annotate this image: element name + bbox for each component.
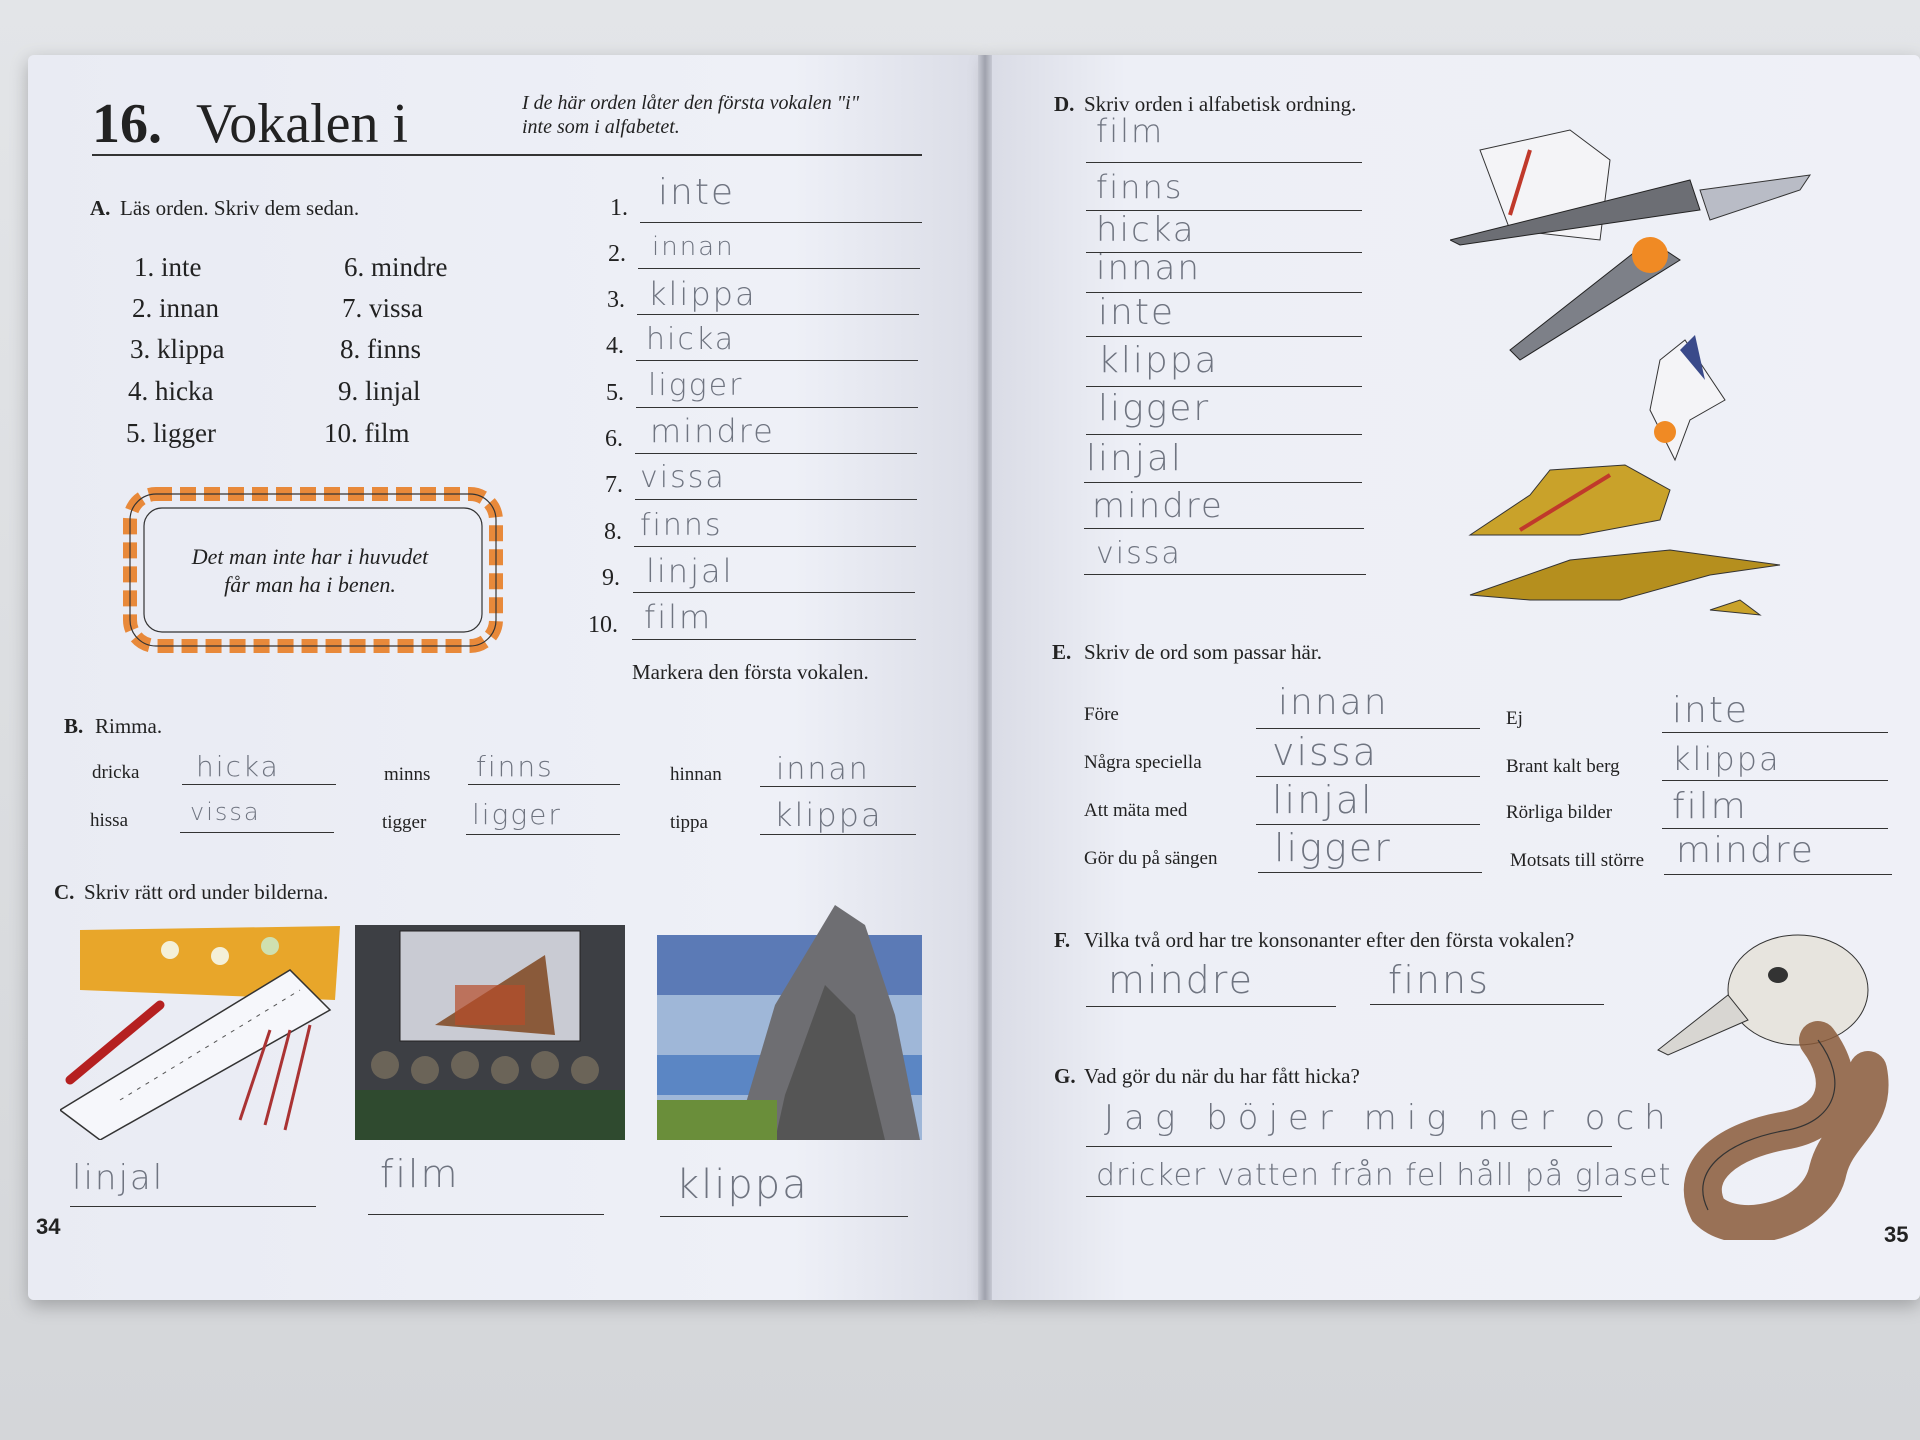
answer-line [660, 1216, 908, 1217]
handwritten-answer: klippa [676, 1162, 809, 1208]
word-list-item: 10. film [324, 418, 410, 448]
handwritten-answer: hicka [646, 322, 736, 357]
answer-number: 3. [607, 287, 625, 313]
handwritten-answer: innan [652, 232, 735, 262]
answer-line [1258, 872, 1482, 873]
handwritten-answer: linjal [72, 1158, 165, 1198]
title-rule [92, 154, 922, 156]
answer-line [1084, 528, 1364, 529]
answer-line [634, 546, 916, 547]
rhyme-word: tigger [382, 812, 427, 833]
section-d-instruction: Skriv orden i alfabetisk ordning. [1084, 92, 1357, 116]
handwritten-answer: finns [1388, 958, 1490, 1002]
answer-line [1662, 780, 1888, 781]
rhyme-word: tippa [670, 812, 708, 833]
handwritten-answer: hicka [1096, 210, 1196, 250]
handwritten-answer: finns [640, 508, 723, 543]
answer-line [1086, 434, 1362, 435]
clue-label: Brant kalt berg [1506, 756, 1620, 777]
word-list-item: 7. vissa [342, 293, 423, 323]
section-f-instruction: Vilka två ord har tre konsonanter efter den första vokalen? [1084, 928, 1575, 952]
ribbon-frame-illustration [118, 480, 508, 660]
answer-line [468, 784, 620, 785]
clue-label: Att mäta med [1084, 800, 1188, 821]
mark-vowel-instruction: Markera den första vokalen. [632, 660, 869, 684]
answer-number: 2. [608, 241, 626, 267]
scissors-paper-illustration [1450, 120, 1830, 630]
word-list-item: 2. innan [132, 293, 219, 323]
rhyme-word: minns [384, 764, 431, 785]
answer-line [1256, 776, 1480, 777]
answer-line [70, 1206, 316, 1207]
handwritten-answer: linjal [646, 552, 734, 590]
handwritten-answer: vissa [1272, 730, 1378, 774]
rhyme-word: hinnan [670, 764, 722, 785]
answer-line [1084, 574, 1366, 575]
proverb-line2: får man ha i benen. [224, 572, 396, 597]
answer-line [466, 834, 620, 835]
handwritten-answer: vissa [190, 798, 261, 826]
answer-line [1370, 1004, 1604, 1005]
answer-line [1086, 386, 1362, 387]
clue-label: Rörliga bilder [1506, 802, 1613, 823]
cinema-illustration [355, 925, 625, 1140]
answer-number: 6. [605, 426, 623, 452]
answer-number: 8. [604, 519, 622, 545]
handwritten-answer: Jag böjer mig ner och [1104, 1098, 1676, 1138]
section-g-letter: G. [1054, 1064, 1076, 1088]
answer-line [182, 784, 336, 785]
answer-line [1664, 874, 1892, 875]
ruler-pencil-illustration [60, 920, 340, 1140]
answer-line [637, 314, 919, 315]
answer-number: 4. [606, 333, 624, 359]
section-b-letter: B. [64, 714, 84, 738]
answer-line [1086, 162, 1362, 163]
proverb-line1: Det man inte har i huvudet [191, 544, 429, 569]
handwritten-answer: vissa [1096, 536, 1182, 571]
handwritten-answer: mindre [650, 412, 775, 450]
rhyme-word: dricka [92, 762, 140, 783]
handwritten-answer: film [380, 1152, 460, 1196]
title-number: 16. [92, 93, 162, 155]
answer-number: 7. [605, 472, 623, 498]
handwritten-answer: klippa [648, 275, 757, 313]
answer-line [368, 1214, 604, 1215]
handwritten-answer: linjal [1272, 778, 1374, 822]
word-list-item: 5. ligger [126, 418, 216, 448]
word-list-item: 4. hicka [128, 376, 214, 406]
answer-number: 5. [606, 380, 624, 406]
answer-line [1662, 732, 1888, 733]
answer-number: 9. [602, 565, 620, 591]
answer-line [636, 360, 918, 361]
clue-label: Före [1084, 704, 1119, 725]
clue-label: Ej [1506, 708, 1523, 729]
handwritten-answer: klippa [1098, 340, 1219, 381]
handwritten-answer: mindre [1108, 958, 1254, 1002]
page-number-left: 34 [36, 1214, 61, 1239]
section-e-instruction: Skriv de ord som passar här. [1084, 640, 1322, 664]
section-f-letter: F. [1054, 928, 1071, 952]
clue-label: Gör du på sängen [1084, 848, 1218, 869]
clue-label: Några speciella [1084, 752, 1202, 773]
answer-number: 1. [610, 195, 628, 221]
answer-line [635, 453, 917, 454]
section-a-instruction: Läs orden. Skriv dem sedan. [120, 196, 360, 220]
section-e-letter: E. [1052, 640, 1072, 664]
handwritten-answer: mindre [1092, 486, 1224, 526]
answer-line [1256, 824, 1480, 825]
answer-line [1084, 482, 1362, 483]
section-a-letter: A. [90, 196, 111, 220]
section-c-letter: C. [54, 880, 75, 904]
answer-line [633, 592, 915, 593]
book-gutter [978, 55, 992, 1300]
word-list-item: 9. linjal [338, 376, 421, 406]
handwritten-answer: ligger [1098, 388, 1211, 429]
answer-line [1256, 728, 1480, 729]
ostrich-illustration [1648, 920, 1898, 1240]
title-text: Vokalen i [196, 93, 409, 155]
answer-line [640, 222, 922, 223]
handwritten-answer: film [1672, 786, 1748, 827]
subtitle-line2: inte som i alfabetet. [522, 116, 680, 138]
handwritten-answer: mindre [1676, 830, 1815, 871]
handwritten-answer: linjal [1086, 438, 1183, 479]
handwritten-answer: dricker vatten från fel håll på glaset [1096, 1158, 1672, 1193]
handwritten-answer: ligger [472, 798, 562, 831]
answer-line [1662, 828, 1888, 829]
word-list-item: 6. mindre [344, 252, 448, 282]
clue-label: Motsats till större [1510, 850, 1645, 871]
handwritten-answer: hicka [196, 750, 280, 783]
rhyme-word: hissa [90, 810, 128, 831]
page-number-right: 35 [1884, 1222, 1909, 1247]
section-c-instruction: Skriv rätt ord under bilderna. [84, 880, 329, 904]
handwritten-answer: finns [1096, 168, 1184, 206]
handwritten-answer: finns [476, 750, 554, 783]
answer-line [760, 834, 916, 835]
answer-line [636, 407, 918, 408]
handwritten-answer: inte [1672, 690, 1750, 731]
answer-line [635, 499, 917, 500]
section-g-instruction: Vad gör du när du har fått hicka? [1084, 1064, 1360, 1088]
answer-line [632, 639, 916, 640]
answer-line [1086, 336, 1362, 337]
handwritten-answer: innan [1096, 248, 1201, 288]
handwritten-answer: film [1096, 112, 1165, 150]
handwritten-answer: inte [1098, 292, 1176, 333]
handwritten-answer: klippa [1672, 740, 1781, 778]
handwritten-answer: film [644, 598, 713, 636]
answer-number: 10. [588, 612, 618, 638]
handwritten-answer: innan [1278, 682, 1389, 723]
answer-line [180, 832, 334, 833]
word-list-item: 1. inte [134, 252, 202, 282]
section-d-letter: D. [1054, 92, 1075, 116]
answer-line [638, 268, 920, 269]
handwritten-answer: ligger [648, 368, 744, 403]
answer-line [1086, 1196, 1622, 1197]
word-list-item: 3. klippa [130, 334, 225, 364]
handwritten-answer: vissa [640, 460, 726, 495]
subtitle-line1: I de här orden låter den första vokalen "i" [522, 92, 860, 114]
handwritten-answer: innan [776, 752, 870, 787]
answer-line [760, 786, 916, 787]
handwritten-answer: ligger [1274, 826, 1392, 870]
cliff-illustration [655, 895, 925, 1145]
section-b-instruction: Rimma. [95, 714, 163, 738]
answer-line [1086, 1146, 1612, 1147]
word-list-item: 8. finns [340, 334, 421, 364]
handwritten-answer: klippa [774, 796, 883, 834]
answer-line [1086, 1006, 1336, 1007]
handwritten-answer: inte [658, 172, 736, 213]
